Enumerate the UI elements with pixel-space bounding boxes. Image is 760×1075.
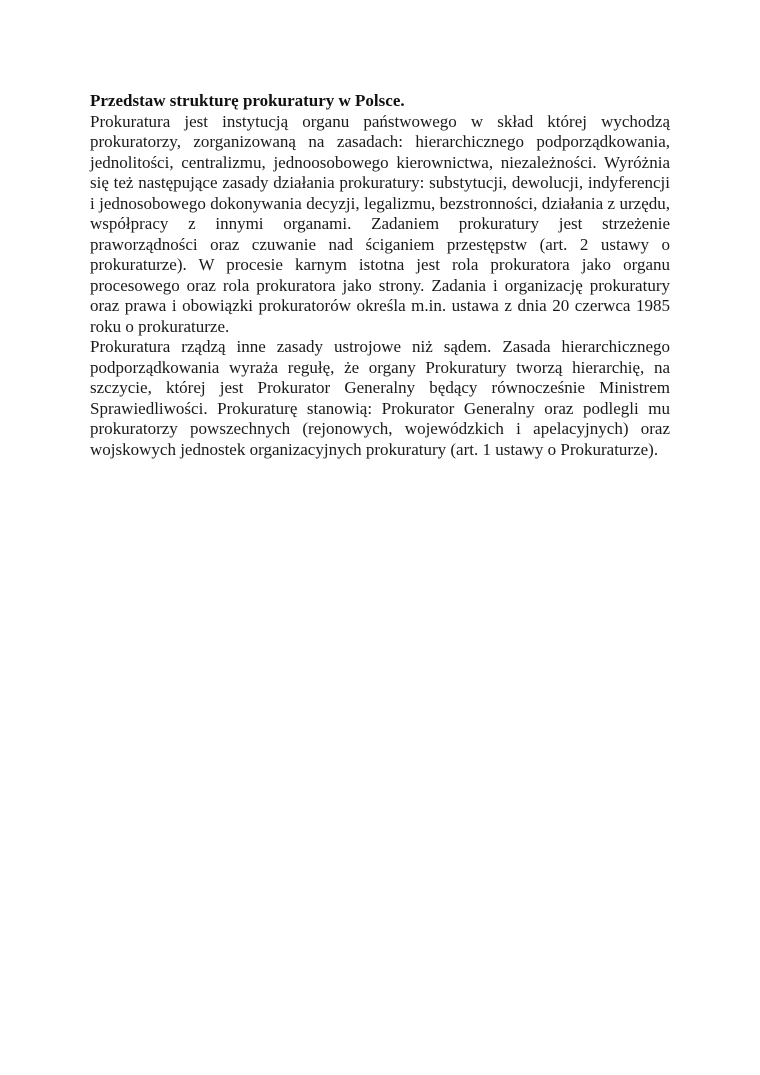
paragraph-2: Prokuratura rządzą inne zasady ustrojowe niż sądem. Zasada hierarchicznego podporządkowania wyraża regułę, że organy Prokuratury tworzą hierarchię, na szczycie, której jest Prokurator Generalny będący równocześnie Ministrem Sprawiedliwości. Prokuraturę stanowią: Prokurator Generalny oraz podlegli mu prokuratorzy powszechnych (rejonowych, wojewódzkich i apelacyjnych) oraz wojskowych jednostek organizacyjnych prokuratury (art. 1 ustawy o Prokuraturze). bbox=[90, 337, 670, 459]
paragraph-1: Prokuratura jest instytucją organu państwowego w skład której wychodzą prokuratorzy, zorganizowaną na zasadach: hierarchicznego podporządkowania, jednolitości, centralizmu, jednoosobowego kierownictwa, niezależności. Wyróżnia się też następujące zasady działania prokuratury: substytucji, dewolucji, indyferencji i jednosobowego dokonywania decyzji, legalizmu, bezstronności, działania z urzędu, współpracy z innymi organami. Zadaniem prokuratury jest strzeżenie praworządności oraz czuwanie nad ściganiem przestępstw (art. 2 ustawy o prokuraturze). W procesie karnym istotna jest rola prokuratora jako organu procesowego oraz rola prokuratora jako strony. Zadania i organizację prokuratury oraz prawa i obowiązki prokuratorów określa m.in. ustawa z dnia 20 czerwca 1985 roku o prokuraturze. bbox=[90, 111, 670, 336]
document-title: Przedstaw strukturę prokuratury w Polsce. bbox=[90, 91, 405, 110]
document-body bbox=[90, 91, 670, 460]
